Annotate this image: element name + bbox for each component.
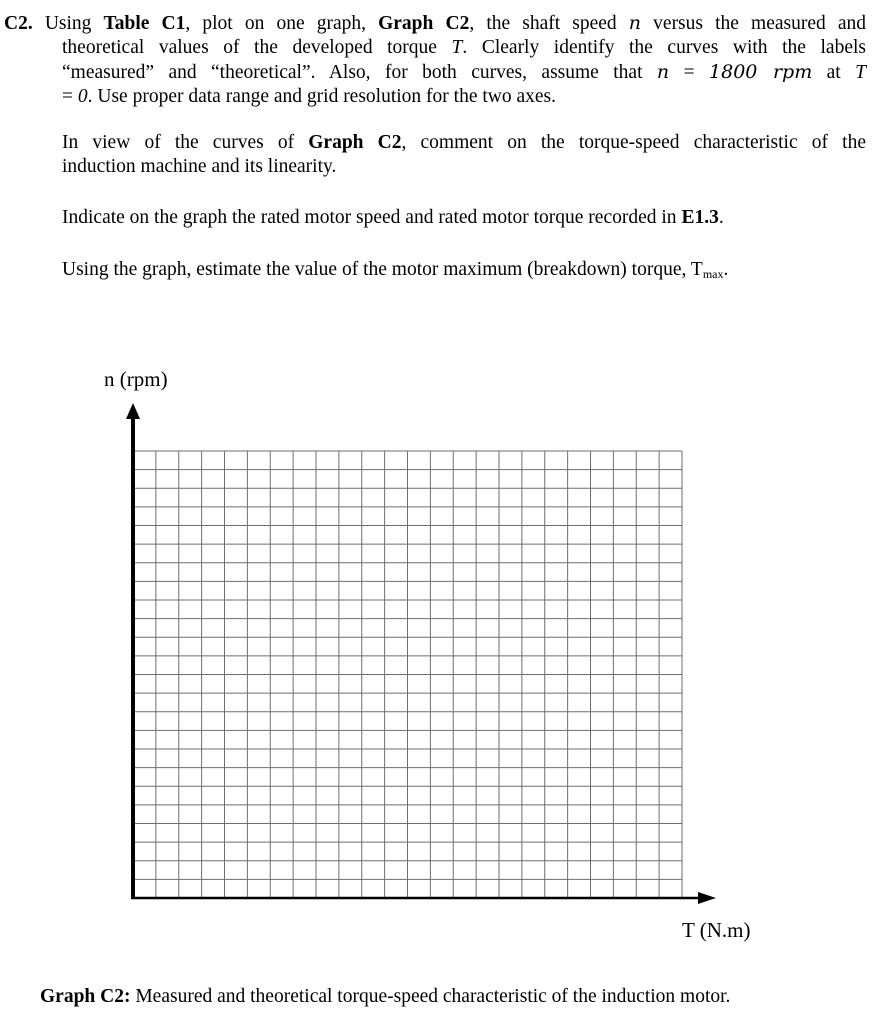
x-axis-arrow: [698, 892, 716, 904]
speed-value: 1800 rpm: [709, 61, 813, 83]
graph-caption: Graph C2: Measured and theoretical torque-speed characteristic of the induction motor.: [40, 986, 731, 1007]
x-axis-label: T (N.m): [682, 918, 751, 942]
paragraph-breakdown: Using the graph, estimate the value of the motor maximum (breakdown) torque, $T_{max}$.: [62, 259, 729, 281]
y-axis-arrow: [126, 403, 140, 419]
question-line-4: = 0. Use proper data range and grid resolution for the two axes.: [62, 86, 557, 107]
question-line-3: “measured” and “theoretical”. Also, for both curves, assume that n = 1800 rpm at T: [62, 61, 866, 83]
question-number: C2.: [4, 13, 33, 34]
paragraph-rated: Indicate on the graph the rated motor speed and rated motor torque recorded in E1.3.: [62, 207, 724, 228]
question-line-2: theoretical values of the developed torque T. Clearly identify the curves with the labels: [62, 37, 866, 58]
variable-n: n: [628, 12, 642, 34]
y-axis-label: n (rpm): [104, 367, 168, 391]
variable-T: T: [451, 37, 463, 58]
question-line-1: C2. Using Table C1, plot on one graph, Graph C2, the shaft speed n versus the measured and: [4, 12, 867, 34]
paragraph-comment: In view of the curves of Graph C2, comment on the torque-speed characteristic of the induction machine and its linearity.: [62, 132, 866, 177]
grid: [133, 451, 682, 898]
